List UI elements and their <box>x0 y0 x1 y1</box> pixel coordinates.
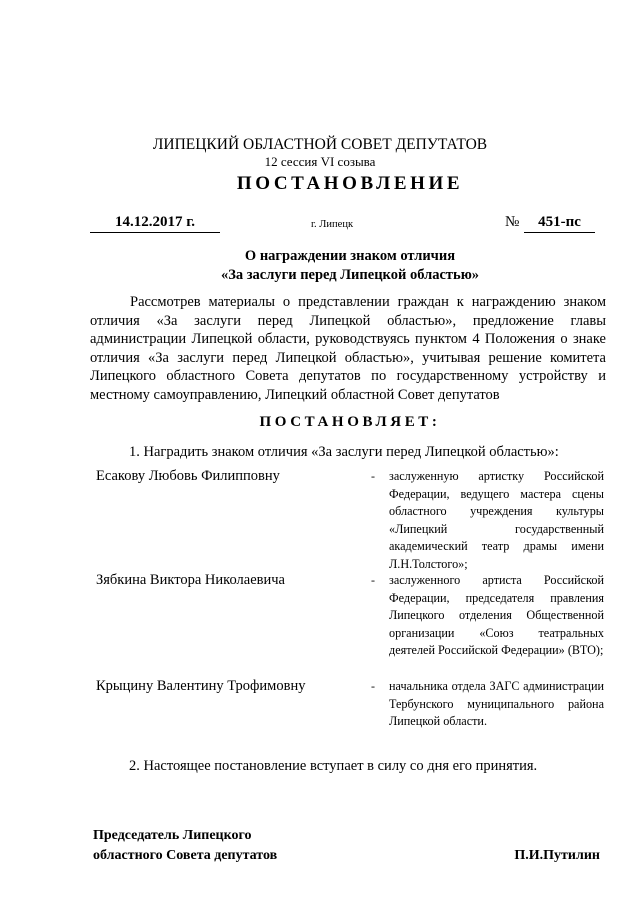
awardee-dash: - <box>371 679 375 693</box>
awardee-description: начальника отдела ЗАГС администрации Тербунского муниципального района Липецкой области. <box>389 679 604 728</box>
document-city: г. Липецк <box>310 219 354 230</box>
resolution-item-2: 2. Настоящее постановление вступает в силу со дня его принятия. <box>129 758 538 774</box>
number-sign: № <box>505 214 520 230</box>
subject-line-2: «За заслуги перед Липецкой областью» <box>220 267 480 283</box>
awardee-description: заслуженного артиста Российской Федерации, председателя правления Липецкого отделения Общественной организации «Союз театральных деятелей Российской Федерации» (ВТО); <box>389 573 604 657</box>
organization-name: ЛИПЕЦКИЙ ОБЛАСТНОЙ СОВЕТ ДЕПУТАТОВ <box>152 136 488 153</box>
document-subject <box>100 247 600 285</box>
resolves-heading: ПОСТАНОВЛЯЕТ: <box>259 414 441 430</box>
resolution-item-1: 1. Наградить знаком отличия «За заслуги перед Липецкой областью»: <box>129 444 559 460</box>
signatory-title-line-2: областного Совета депутатов <box>93 848 278 863</box>
document-date: 14.12.2017 г. <box>90 213 220 233</box>
awardee-name: Зябкина Виктора Николаевича <box>96 572 285 588</box>
awardee-description: заслуженную артистку Российской Федерации, ведущего мастера сцены областного учреждения культуры «Липецкий государственный академический театр драмы имени Л.Н.Толстого»; <box>389 469 604 571</box>
signatory-title-line-1: Председатель Липецкого <box>93 828 252 843</box>
session-info: 12 сессия VI созыва <box>264 154 376 169</box>
preamble-paragraph: Рассмотрев материалы о представлении граждан к награждению знаком отличия «За заслуги перед Липецкой областью», предложение главы администрации Липецкой области, руководствуясь пунктом 4 Положения о знаке отличия «За заслуги перед Липецкой областью», учитывая решение комитета Липецкого областного Совета депутатов по государственному устройству и местному самоуправлению, Липецкий областной Совет депутатов <box>90 294 606 403</box>
awardee-dash: - <box>371 469 375 483</box>
awardee-dash: - <box>371 573 375 587</box>
signatory-title <box>93 826 353 866</box>
document-type: ПОСТАНОВЛЕНИЕ <box>236 173 464 194</box>
awardee-name: Крыцину Валентину Трофимовну <box>96 678 306 694</box>
signatory-name: П.И.Путилин <box>514 848 600 863</box>
document-number: 451-пс <box>524 213 595 233</box>
awardee-name: Есакову Любовь Филипповну <box>96 468 280 484</box>
subject-line-1: О награждении знаком отличия <box>244 248 456 264</box>
